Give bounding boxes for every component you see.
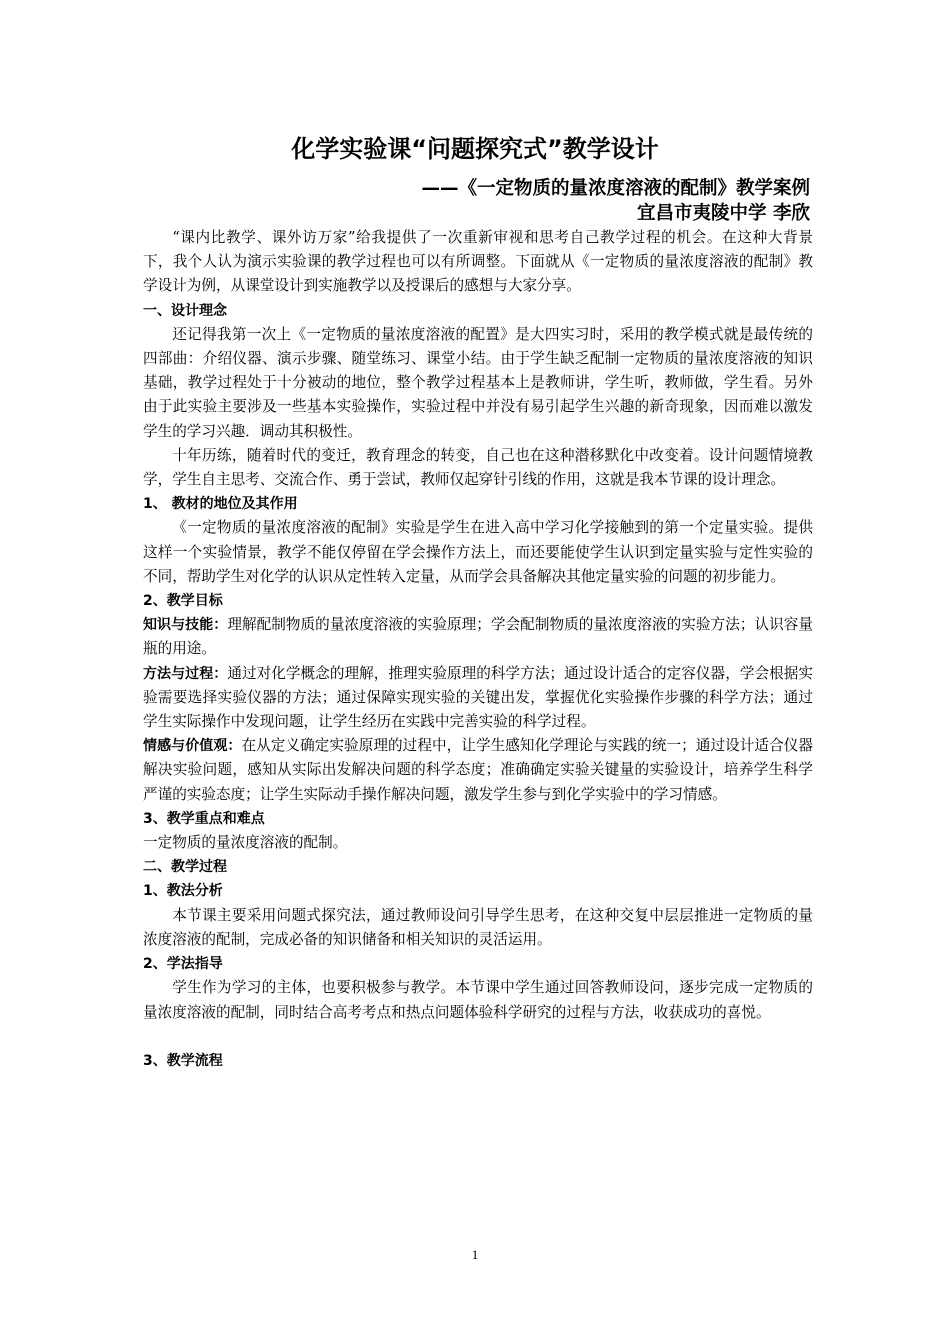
goal-text: 在从定义确定实验原理的过程中，让学生感知化学理论与实践的统一；通过设计适合仪器解决实验问题，感知从实际出发解决问题的科学态度；准确确定实验关键量的实验设计，培养学生科学严谨的实验态度；让学生实际动手操作解决问题，激发学生参与到化学实验中的学习情感。	[143, 737, 814, 803]
goal-method-process	[143, 662, 813, 735]
document-title: 化学实验课“问题探究式”教学设计	[291, 135, 659, 163]
paragraph: 一定物质的量浓度溶液的配制。	[143, 834, 348, 852]
intro-paragraph: “课内比教学、课外访万家”给我提供了一次重新审视和思考自己教学过程的机会。在这种大背景下，我个人认为演示实验课的教学过程也可以有所调整。下面就从《一定物质的量浓度溶液的配制》教学设计为例，从课堂设计到实施教学以及授课后的感想与大家分享。	[143, 229, 813, 295]
subsection-heading-teaching-goals: 2、教学目标	[143, 593, 223, 610]
subsection-heading-learning-guidance: 2、学法指导	[143, 956, 223, 973]
paragraph: 《一定物质的量浓度溶液的配制》实验是学生在进入高中学习化学接触到的第一个定量实验。提供这样一个实验情景，教学不能仅停留在学会操作方法上，而还要能使学生认识到定量实验与定性实验的不同，帮助学生对化学的认识从定性转入定量，从而学会具备解决其他定量实验的问题的初步能力。	[143, 519, 813, 585]
goal-label: 情感与价值观：	[143, 738, 242, 755]
subsection-heading-textbook-role: 1、 教材的地位及其作用	[143, 496, 298, 513]
goal-knowledge-skills	[143, 613, 813, 661]
paragraph: 还记得我第一次上《一定物质的量浓度溶液的配置》是大四实习时，采用的教学模式就是最传统的四部曲：介绍仪器、演示步骤、随堂练习、课堂小结。由于学生缺乏配制一定物质的量浓度溶液的知识基础，教学过程处于十分被动的地位，整个教学过程基本上是教师讲，学生听，教师做，学生看。另外由于此实验主要涉及一些基本实验操作，实验过程中并没有易引起学生兴趣的新奇现象，因而难以激发学生的学习兴趣．调动其积极性。	[143, 325, 813, 440]
section-heading-design-concept: 一、设计理念	[143, 302, 227, 319]
document-body	[143, 226, 813, 1073]
page-number: 1	[471, 1247, 479, 1262]
subsection-heading-teaching-flow: 3、教学流程	[143, 1052, 223, 1069]
document-subtitle: ——《一定物质的量浓度溶液的配制》教学案例	[421, 178, 810, 199]
blank-line	[143, 1025, 813, 1049]
subsection-heading-key-points: 3、教学重点和难点	[143, 810, 265, 827]
paragraph: 学生作为学习的主体，也要积极参与教学。本节课中学生通过回答教师设问，逐步完成一定物质的量浓度溶液的配制，同时结合高考考点和热点问题体验科学研究的过程与方法，收获成功的喜悦。	[143, 979, 813, 1021]
paragraph: 十年历练，随着时代的变迁，教育理念的转变，自己也在这种潜移默化中改变着。设计问题情境教学，学生自主思考、交流合作、勇于尝试，教师仅起穿针引线的作用，这就是我本节课的设计理念。	[143, 446, 813, 489]
document-author: 宜昌市夷陵中学 李欣	[637, 203, 810, 224]
section-heading-teaching-process: 二、教学过程	[143, 859, 227, 876]
subsection-heading-method-analysis: 1、教法分析	[143, 883, 223, 900]
goal-text: 通过对化学概念的理解，推理实验原理的科学方法；通过设计适合的定容仪器，学会根据实验需要选择实验仪器的方法；通过保障实现实验的关键出发，掌握优化实验操作步骤的科学方法；通过学生实际操作中发现问题，让学生经历在实践中完善实验的科学过程。	[143, 664, 814, 731]
paragraph: 本节课主要采用问题式探究法，通过教师设问引导学生思考，在这种交复中层层推进一定物质的量浓度溶液的配制，完成必备的知识储备和相关知识的灵活运用。	[143, 906, 813, 948]
goal-label: 方法与过程：	[143, 665, 228, 682]
goal-emotion-values	[143, 734, 813, 807]
goal-text: 理解配制物质的量浓度溶液的实验原理；学会配制物质的量浓度溶液的实验方法；认识容量瓶的用途。	[143, 616, 814, 658]
goal-label: 知识与技能：	[143, 617, 228, 634]
